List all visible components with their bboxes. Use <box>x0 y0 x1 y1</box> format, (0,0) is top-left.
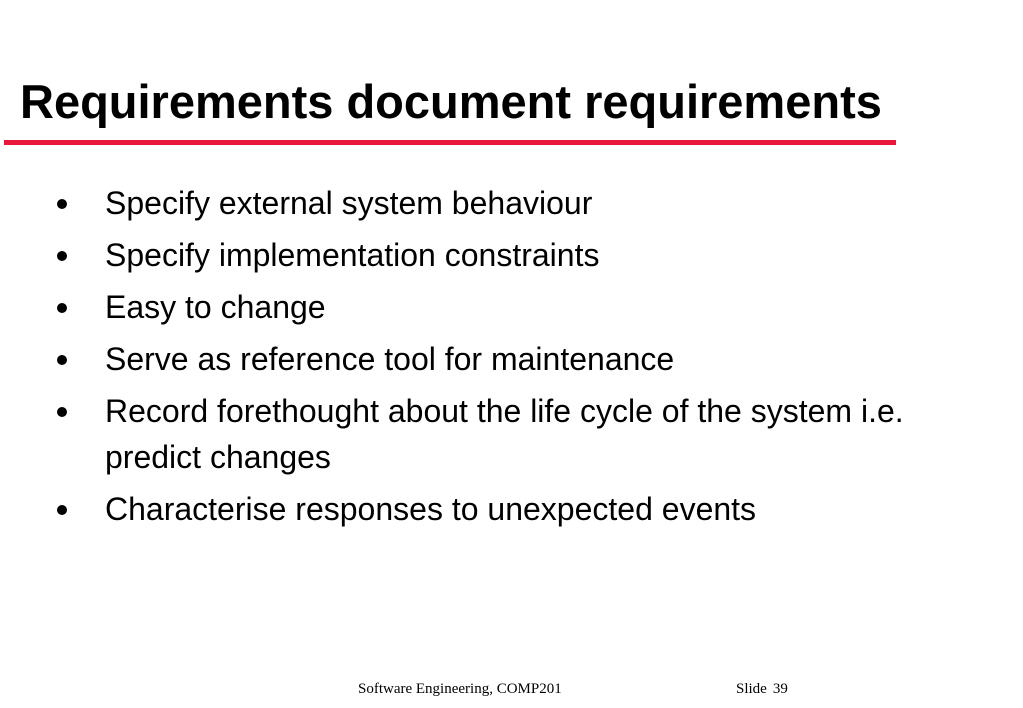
bullet-text: Serve as reference tool for maintenance <box>105 341 675 377</box>
bullet-item <box>56 388 996 480</box>
bullet-dot-icon <box>57 407 67 417</box>
bullet-text: Characterise responses to unexpected events <box>105 491 757 527</box>
slide-number: 39 <box>772 681 788 697</box>
bullet-item <box>56 336 996 382</box>
bullet-dot-icon <box>57 199 67 209</box>
bullet-dot-icon <box>57 355 67 365</box>
bullet-item <box>56 486 996 532</box>
bullet-dot-icon <box>57 251 67 261</box>
bullet-item <box>56 232 996 278</box>
bullet-item <box>56 180 996 226</box>
bullet-list <box>56 180 996 538</box>
title-underline <box>4 140 896 145</box>
slide-label: Slide <box>736 681 767 697</box>
bullet-dot-icon <box>57 303 67 313</box>
bullet-text: Specify implementation constraints <box>105 237 600 273</box>
bullet-text: Easy to change <box>105 289 326 325</box>
slide-title: Requirements document requirements <box>20 75 882 128</box>
bullet-dot-icon <box>57 505 67 515</box>
bullet-text: Record forethought about the life cycle of the system i.e. predict changes <box>105 393 904 475</box>
bullet-text: Specify external system behaviour <box>105 185 593 221</box>
bullet-item <box>56 284 996 330</box>
footer-slide-number <box>736 680 788 698</box>
footer-course-label: Software Engineering, COMP201 <box>358 681 562 697</box>
